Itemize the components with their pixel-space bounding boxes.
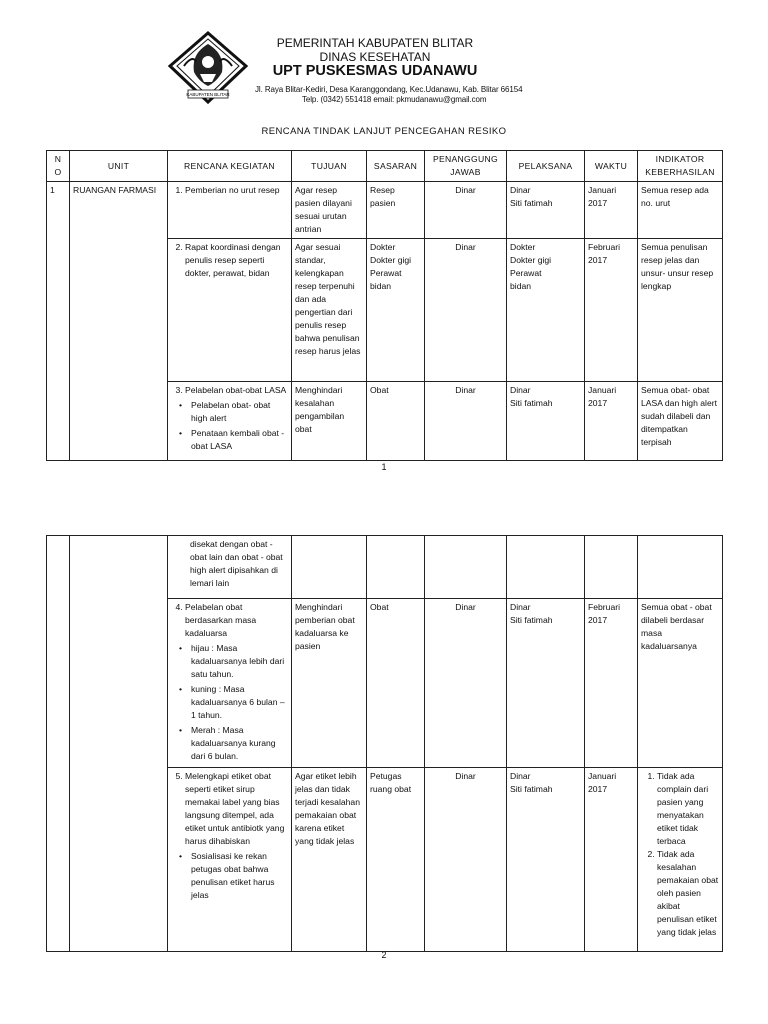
kegiatan-cell: 2. Rapat koordinasi dengan penulis resep seperti dokter, perawat, bidan <box>168 239 292 382</box>
table-row <box>47 182 723 239</box>
page-number: 2 <box>381 950 387 960</box>
indikator-cell: Semua obat- obat LASA dan high alert sudah dilabeli dan ditempatkan terpisah <box>638 382 723 461</box>
pj-cell: Dinar <box>425 768 507 952</box>
col-kegiatan: RENCANA KEGIATAN <box>168 151 292 182</box>
col-sasaran: SASARAN <box>367 151 425 182</box>
col-pelaksana: PELAKSANA <box>507 151 585 182</box>
indikator-cell: Semua resep ada no. urut <box>638 182 723 239</box>
col-tujuan: TUJUAN <box>292 151 367 182</box>
waktu-cell: Januari 2017 <box>585 768 638 952</box>
header-address: Jl. Raya Blitar-Kediri, Desa Karanggondang, Kec.Udanawu, Kab. Blitar 66154 <box>255 85 523 94</box>
sasaran-cell: Petugas ruang obat <box>367 768 425 952</box>
sasaran-cell: Obat <box>367 382 425 461</box>
kegiatan-cell: 3. Pelabelan obat-obat LASA • Pelabelan obat- obat high alert • Penataan kembali obat - obat LASA <box>168 382 292 461</box>
sasaran-cell: Dokter Dokter gigi Perawat bidan <box>367 239 425 382</box>
indikator-cell: Semua penulisan resep jelas dan unsur- unsur resep lengkap <box>638 239 723 382</box>
row-number: 1 <box>47 182 70 461</box>
col-indikator: INDIKATOR KEBERHASILAN <box>638 151 723 182</box>
tujuan-cell: Agar resep pasien dilayani sesuai urutan antrian <box>292 182 367 239</box>
kegiatan-cell: 1. Pemberian no urut resep <box>168 182 292 239</box>
pelaksana-cell: Dinar Siti fatimah <box>507 599 585 768</box>
waktu-cell: Januari 2017 <box>585 382 638 461</box>
col-waktu: WAKTU <box>585 151 638 182</box>
col-unit: UNIT <box>70 151 168 182</box>
page-number: 1 <box>381 462 387 472</box>
pj-cell: Dinar <box>425 599 507 768</box>
tujuan-cell: Menghindari pemberian obat kadaluarsa ke pasien <box>292 599 367 768</box>
indikator-cell: Semua obat - obat dilabeli berdasar masa kadaluarsanya <box>638 599 723 768</box>
indikator-cell: 1. Tidak ada complain dari pasien yang menyatakan etiket tidak terbaca 2. Tidak ada kesalahan pemakaian obat oleh pasien akibat penulisan etiket yang tidak jelas <box>638 768 723 952</box>
pj-cell: Dinar <box>425 182 507 239</box>
header-department: DINAS KESEHATAN <box>319 50 431 64</box>
kegiatan-cell: 5. Melengkapi etiket obat seperti etiket sirup memakai label yang bias langsung ditempel, ada etiket untuk antibiotk yang harus dihabiskan • Sosialisasi ke rekan petugas obat bahwa penulisan etiket harus jelas <box>168 768 292 952</box>
pj-cell: Dinar <box>425 239 507 382</box>
waktu-cell: Februari 2017 <box>585 239 638 382</box>
table-row <box>47 536 723 599</box>
unit-name <box>70 536 168 952</box>
tujuan-cell: Agar sesuai standar, kelengkapan resep terpenuhi dan ada pengertian dari penulis resep bahwa penulisan resep harus jelas <box>292 239 367 382</box>
pelaksana-cell: Dinar Siti fatimah <box>507 768 585 952</box>
logo-text: KABUPATEN BLITAR <box>186 92 230 97</box>
pelaksana-cell: Dokter Dokter gigi Perawat bidan <box>507 239 585 382</box>
pelaksana-cell: Dinar Siti fatimah <box>507 382 585 461</box>
regency-logo <box>166 30 250 106</box>
col-no: N O <box>47 151 70 182</box>
sasaran-cell: Obat <box>367 599 425 768</box>
header-government: PEMERINTAH KABUPATEN BLITAR <box>276 36 474 50</box>
waktu-cell: Februari 2017 <box>585 599 638 768</box>
waktu-cell: Januari 2017 <box>585 182 638 239</box>
row-number <box>47 536 70 952</box>
document-title: RENCANA TINDAK LANJUT PENCEGAHAN RESIKO <box>261 126 507 137</box>
pj-cell: Dinar <box>425 382 507 461</box>
header-contact: Telp. (0342) 551418 email: pkmudanawu@gmail.com <box>302 95 487 104</box>
kegiatan-cell: 4. Pelabelan obat berdasarkan masa kadaluarsa • hijau : Masa kadaluarsanya lebih dari satu tahun. • kuning : Masa kadaluarsanya 6 bulan – 1 tahun. • Merah : Masa kadaluarsanya kurang dari 6 bulan. <box>168 599 292 768</box>
sasaran-cell: Resep pasien <box>367 182 425 239</box>
unit-name: RUANGAN FARMASI <box>70 182 168 461</box>
table-header-row <box>47 151 723 182</box>
pelaksana-cell: Dinar Siti fatimah <box>507 182 585 239</box>
header-unit: UPT PUSKESMAS UDANAWU <box>272 63 478 79</box>
risk-plan-table-page2 <box>46 535 723 952</box>
tujuan-cell: Menghindari kesalahan pengambilan obat <box>292 382 367 461</box>
tujuan-cell: Agar etiket lebih jelas dan tidak terjadi kesalahan pemakaian obat karena etiket yang tidak jelas <box>292 768 367 952</box>
col-penanggung: PENANGGUNG JAWAB <box>425 151 507 182</box>
kegiatan-continued: disekat dengan obat - obat lain dan obat - obat high alert dipisahkan di lemari lain <box>168 536 292 599</box>
risk-plan-table-page1 <box>46 150 723 461</box>
